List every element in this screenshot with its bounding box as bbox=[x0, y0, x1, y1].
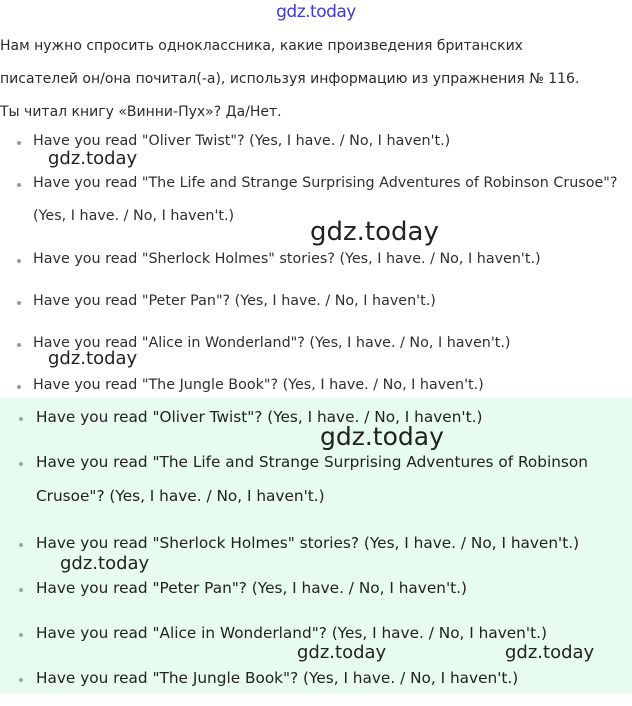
answer-item: Have you read "Oliver Twist"? (Yes, I have. / No, I haven't.) bbox=[0, 400, 632, 445]
watermark-text: gdz.today bbox=[320, 422, 444, 451]
watermark-text: gdz.today bbox=[505, 642, 595, 663]
watermark-text: gdz.today bbox=[310, 217, 439, 247]
answer-item: Have you read "Sherlock Holmes" stories? (Yes, I have. / No, I haven't.) bbox=[0, 526, 632, 571]
answer-item: Have you read "Peter Pan"? (Yes, I have. / No, I haven't.) bbox=[0, 571, 632, 616]
task-intro bbox=[0, 30, 632, 129]
intro-line: писателей он/она почитал(-а), используя информацию из упражнения № 116. bbox=[0, 71, 580, 87]
watermark-text: gdz.today bbox=[48, 348, 138, 369]
answer-item: Have you read "The Jungle Book"? (Yes, I have. / No, I haven't.) bbox=[0, 369, 632, 411]
intro-line: Нам нужно спросить одноклассника, какие произведения британских bbox=[0, 38, 523, 54]
answer-item: Have you read "The Life and Strange Surprising Adventures of Robinson Crusoe"? (Yes, I have. / No, I haven't.) bbox=[0, 167, 632, 243]
watermark-text: gdz.today bbox=[60, 553, 150, 574]
answer-item: Have you read "The Life and Strange Surprising Adventures of Robinson Crusoe"? (Yes, I have. / No, I haven't.) bbox=[0, 445, 632, 526]
answer-item: Have you read "Alice in Wonderland"? (Yes, I have. / No, I haven't.) bbox=[0, 327, 632, 369]
site-logo[interactable]: gdz.today bbox=[276, 2, 356, 22]
answer-item: Have you read "The Jungle Book"? (Yes, I have. / No, I haven't.) bbox=[0, 661, 632, 706]
watermark-text: gdz.today bbox=[297, 642, 387, 663]
answer-item: Have you read "Peter Pan"? (Yes, I have. / No, I haven't.) bbox=[0, 285, 632, 327]
watermark-text: gdz.today bbox=[48, 148, 138, 169]
answer-item: Have you read "Sherlock Holmes" stories? (Yes, I have. / No, I haven't.) bbox=[0, 243, 632, 285]
answer-item: Have you read "Oliver Twist"? (Yes, I have. / No, I haven't.) bbox=[0, 125, 632, 167]
answer-item: Have you read "Alice in Wonderland"? (Yes, I have. / No, I haven't.) bbox=[0, 616, 632, 661]
intro-line: Ты читал книгу «Винни-Пух»? Да/Нет. bbox=[0, 104, 282, 120]
